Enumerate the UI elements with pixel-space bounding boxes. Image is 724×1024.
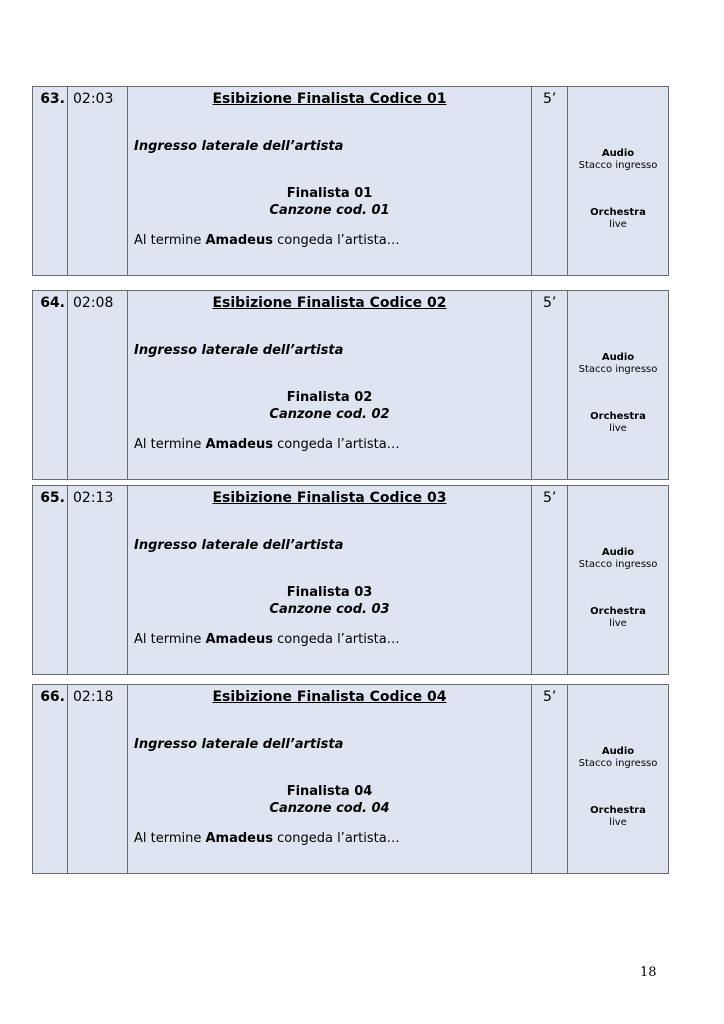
audio-note-heading: Audio xyxy=(601,148,635,159)
tech-notes-cell xyxy=(568,486,668,674)
host-name: Amadeus xyxy=(205,632,273,647)
orchestra-note-text: live xyxy=(609,817,627,828)
item-number: 63. xyxy=(40,91,65,107)
finalist-name: Finalista 03 xyxy=(286,585,373,600)
time-cell xyxy=(68,685,128,873)
closing-direction xyxy=(134,831,400,846)
tech-notes-cell xyxy=(568,291,668,479)
segment-title: Esibizione Finalista Codice 04 xyxy=(212,689,447,705)
orchestra-note-heading: Orchestra xyxy=(590,606,646,617)
segment-title: Esibizione Finalista Codice 01 xyxy=(212,91,447,107)
closing-text: congeda l’artista… xyxy=(273,437,400,452)
closing-text: congeda l’artista… xyxy=(273,831,400,846)
closing-direction xyxy=(134,632,400,647)
audio-note-text: Stacco ingresso xyxy=(578,160,658,171)
song-code: Canzone cod. 02 xyxy=(269,407,390,422)
start-time: 02:03 xyxy=(73,91,114,107)
item-number: 64. xyxy=(40,295,65,311)
orchestra-note-text: live xyxy=(609,219,627,230)
rundown-block-64 xyxy=(32,290,669,480)
host-name: Amadeus xyxy=(205,831,273,846)
orchestra-note-heading: Orchestra xyxy=(590,207,646,218)
audio-note-text: Stacco ingresso xyxy=(578,758,658,769)
orchestra-note xyxy=(568,411,668,435)
closing-text: congeda l’artista… xyxy=(273,632,400,647)
item-number-cell xyxy=(33,87,68,275)
finalist-name: Finalista 04 xyxy=(286,784,373,799)
audio-note-heading: Audio xyxy=(601,746,635,757)
time-cell xyxy=(68,291,128,479)
duration-cell xyxy=(532,291,568,479)
page-number: 18 xyxy=(640,965,657,980)
closing-text: Al termine xyxy=(134,437,206,452)
audio-note xyxy=(568,746,668,770)
closing-text: Al termine xyxy=(134,831,206,846)
item-number: 66. xyxy=(40,689,65,705)
closing-text: congeda l’artista… xyxy=(273,233,400,248)
time-cell xyxy=(68,87,128,275)
start-time: 02:18 xyxy=(73,689,114,705)
entry-direction: Ingresso laterale dell’artista xyxy=(134,538,344,553)
orchestra-note-heading: Orchestra xyxy=(590,805,646,816)
duration-cell xyxy=(532,486,568,674)
song-code: Canzone cod. 03 xyxy=(269,602,390,617)
audio-note-text: Stacco ingresso xyxy=(578,364,658,375)
start-time: 02:13 xyxy=(73,490,114,506)
rundown-block-65 xyxy=(32,485,669,675)
duration: 5’ xyxy=(543,490,557,506)
song-code: Canzone cod. 01 xyxy=(269,203,390,218)
item-number: 65. xyxy=(40,490,65,506)
entry-direction: Ingresso laterale dell’artista xyxy=(134,139,344,154)
entry-direction: Ingresso laterale dell’artista xyxy=(134,343,344,358)
host-name: Amadeus xyxy=(205,437,273,452)
entry-direction: Ingresso laterale dell’artista xyxy=(134,737,344,752)
orchestra-note xyxy=(568,207,668,231)
audio-note-text: Stacco ingresso xyxy=(578,559,658,570)
description-cell xyxy=(128,87,532,275)
time-cell xyxy=(68,486,128,674)
orchestra-note-text: live xyxy=(609,423,627,434)
duration: 5’ xyxy=(543,689,557,705)
segment-title: Esibizione Finalista Codice 03 xyxy=(212,490,447,506)
description-cell xyxy=(128,685,532,873)
start-time: 02:08 xyxy=(73,295,114,311)
duration-cell xyxy=(532,685,568,873)
item-number-cell xyxy=(33,685,68,873)
closing-text: Al termine xyxy=(134,233,206,248)
audio-note-heading: Audio xyxy=(601,352,635,363)
segment-title: Esibizione Finalista Codice 02 xyxy=(212,295,447,311)
duration: 5’ xyxy=(543,295,557,311)
audio-note-heading: Audio xyxy=(601,547,635,558)
orchestra-note-heading: Orchestra xyxy=(590,411,646,422)
audio-note xyxy=(568,547,668,571)
item-number-cell xyxy=(33,486,68,674)
orchestra-note xyxy=(568,606,668,630)
tech-notes-cell xyxy=(568,87,668,275)
audio-note xyxy=(568,148,668,172)
finalist-name: Finalista 01 xyxy=(286,186,373,201)
orchestra-note-text: live xyxy=(609,618,627,629)
item-number-cell xyxy=(33,291,68,479)
closing-direction xyxy=(134,233,400,248)
closing-text: Al termine xyxy=(134,632,206,647)
host-name: Amadeus xyxy=(205,233,273,248)
duration: 5’ xyxy=(543,91,557,107)
description-cell xyxy=(128,291,532,479)
song-code: Canzone cod. 04 xyxy=(269,801,390,816)
orchestra-note xyxy=(568,805,668,829)
tech-notes-cell xyxy=(568,685,668,873)
duration-cell xyxy=(532,87,568,275)
description-cell xyxy=(128,486,532,674)
audio-note xyxy=(568,352,668,376)
rundown-block-63 xyxy=(32,86,669,276)
closing-direction xyxy=(134,437,400,452)
rundown-block-66 xyxy=(32,684,669,874)
finalist-name: Finalista 02 xyxy=(286,390,373,405)
